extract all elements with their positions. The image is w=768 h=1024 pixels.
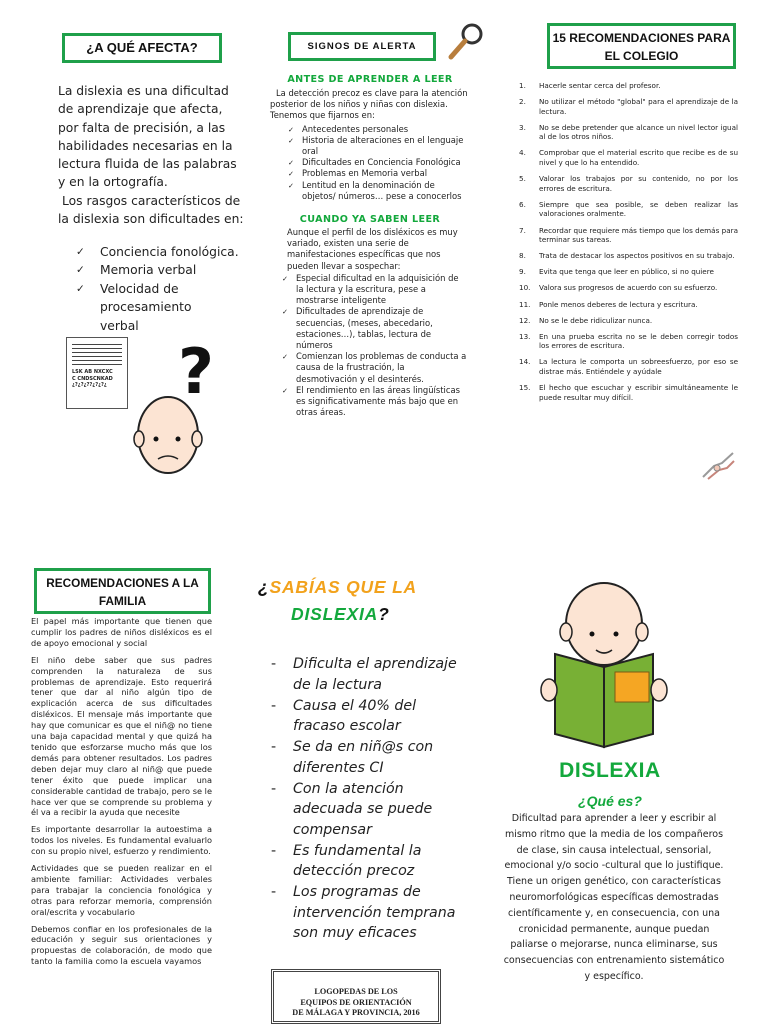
list-item: 10. Valora sus progresos de acuerdo con su esfuerzo. <box>519 283 718 293</box>
list-item: - Es fundamental la detección precoz <box>271 842 422 879</box>
list-item: 4. Comprobar que el material escrito que recibe es de su nivel y que lo ha entendido. <box>519 148 738 168</box>
list-item: ✓ Dificultades en Conciencia Fonológica <box>302 157 468 168</box>
panel1-intro <box>58 82 246 228</box>
dislexia-title: DISLEXIA <box>559 759 661 782</box>
list-item: 2. No utilizar el método "global" para el aprendizaje de la lectura. <box>519 97 738 116</box>
credit-line-2: EQUIPOS DE ORIENTACIÓN <box>300 997 412 1007</box>
list-item: 13. En una prueba escrita no se le deben corregir todos los errores de escritura. <box>519 331 738 351</box>
school-recommendations-list <box>519 81 738 409</box>
rasgos-paragraph: Los rasgos característicos de la dislexia son dificultades en: <box>58 193 244 227</box>
text-sheet-illustration <box>66 337 128 409</box>
affected-skills-list <box>90 243 260 335</box>
family-paragraph: Debemos confiar en los profesionales de la educación y seguir sus orientaciones y propuestas de colaboración, de modo que tanto la familia como la escuela vayamos <box>31 923 212 967</box>
list-item: ✓ Dificultades de aprendizaje de secuencias, (meses, abecedario, estaciones…), tablas, lectura de números <box>296 306 468 351</box>
magnifier-icon <box>446 21 486 63</box>
list-item: 3. No se debe pretender que alcance un nivel lector igual al de los otros niños. <box>519 122 738 142</box>
panel2-content <box>270 74 470 418</box>
header-signos-de-alerta <box>288 32 436 61</box>
family-paragraph: El papel más importante que tienen que cumplir los padres de niños disléxicos es el de apoyo emocional y social <box>31 616 212 648</box>
list-item: - Causa el 40% del fracaso escolar <box>271 697 417 734</box>
list-item: ✓ Historia de alteraciones en el lenguaje oral <box>302 135 468 157</box>
family-paragraph: Actividades que se pueden realizar en el ambiente familiar: Actividades verbales para trabajar la conciencia fonológica y otras para reforzar memoria, comprensión oral/escrita y vocabulario <box>31 863 212 917</box>
paper-line-2: C CNDSCNKAD <box>72 375 113 382</box>
title-line-2: DISLEXIA <box>291 604 379 624</box>
list-item: ✓ Especial dificultad en la adquisición de la lectura y la escritura, pese a mostrarse inteligente <box>296 273 468 307</box>
paper-line-1: LSK AB NXCXC <box>72 369 113 375</box>
paper-line-3: ¿?¿?¿??¿?¿?¿ <box>72 382 107 388</box>
header-a-que-afecta <box>62 33 222 63</box>
list-item: ✓ El rendimiento en las áreas lingüísticas es significativamente más bajo que en otras áreas. <box>296 385 468 419</box>
antes-list <box>302 124 468 202</box>
title-line-1: SABÍAS QUE LA <box>269 577 417 597</box>
reading-child-illustration <box>540 582 670 752</box>
list-item: - Dificulta el aprendizaje de la lectura <box>271 656 457 693</box>
list-item: ✓ Problemas en Memoria verbal <box>302 168 468 179</box>
credit-box <box>271 969 441 1024</box>
header-recomendaciones-familia <box>34 568 211 614</box>
cuando-subheading: CUANDO YA SABEN LEER <box>299 214 441 226</box>
list-item: - Se da en niñ@s con diferentes CI <box>271 739 434 776</box>
list-item: ✓ Antecedentes personales <box>302 124 468 135</box>
title-question-open: ¿ <box>258 577 270 597</box>
list-item: 9. Evita que tenga que leer en público, si no quiere <box>519 267 714 277</box>
list-item: 6. Siempre que sea posible, se deben realizar las valoraciones oralmente. <box>519 199 738 219</box>
intro-paragraph: La dislexia es una dificultad de aprendizaje que afecta, por falta de precisión, a las habilidades necesarias en la lectura fluida de las palabras y en la ortografía. <box>58 84 237 190</box>
list-item: ✓ Memoria verbal <box>90 261 260 279</box>
header-15-recomendaciones <box>547 23 736 69</box>
header-recomendaciones-text: 15 RECOMENDACIONES PARA EL COLEGIO <box>552 31 731 63</box>
facts-list <box>271 654 461 944</box>
family-paragraph: El niño debe saber que sus padres comprenden la naturaleza de sus problemas de aprendizaje. Esto requerirá tener que dar al niño algún tipo de explicación acerca de sus dificultades disléxicos. El mensaje más importante que hay que comunicar es que el niñ@ no tiene una baja capacidad mental y que quizá ha tenido que esforzarse mucho más que los demás para obtener resultados. Los padres deben dejar muy claro al niñ@ que puede tener éxito que puede implicar una considerable cantidad de trabajo, pero se le hace ver que se comprende su problema y él va a recibir la ayuda que necesite <box>31 654 212 818</box>
cuando-list <box>296 273 468 419</box>
list-item: 8. Trata de destacar los aspectos positivos en su trabajo. <box>519 251 735 261</box>
family-recommendations <box>31 616 212 1024</box>
header-signos-text: SIGNOS DE ALERTA <box>307 41 417 52</box>
credit-line-1: LOGOPEDAS DE LOS <box>314 987 398 996</box>
list-item: ✓ Comienzan los problemas de conducta a causa de la frustración, la desmotivación y el desinterés. <box>296 351 468 385</box>
list-item: 15. El hecho que escuchar y escribir simultáneamente le puede resultar muy difícil. <box>519 383 738 402</box>
family-paragraph: Es importante desarrollar la autoestima a todos los niveles. Es fundamental evaluarlo con su propio nivel, esfuerzo y rendimiento. <box>31 824 212 857</box>
list-item: ✓ Velocidad de procesamiento verbal <box>90 280 220 335</box>
list-item: 11. Ponle menos deberes de lectura y escritura. <box>519 299 698 309</box>
list-item: 5. Valorar los trabajos por su contenido, no por los errores de escritura. <box>519 174 738 193</box>
list-item: 7. Recordar que requiere más tiempo que los demás para terminar sus tareas. <box>519 225 738 245</box>
definition-paragraph: Dificultad para aprender a leer y escribir al mismo ritmo que la media de los compañeros de clase, sin causa intelectual, sensorial, emocional y/o socio -cultural que lo justifique. Tiene un origen genético, con características neuromorfológicas específicas demostradas científicamente y, en consecuencia, con una cronicidad permanente, aunque puedan paliarse o mejorarse, nunca eliminarse, sus consecuencias con entrenamiento sistemático y específico. <box>503 813 725 982</box>
list-item: 14. La lectura le comporta un sobreesfuerzo, por eso se distrae más. Entiéndele y ayúdale <box>519 357 738 376</box>
header-a-que-afecta-text: ¿A QUÉ AFECTA? <box>86 40 198 55</box>
credit-line-3: DE MÁLAGA Y PROVINCIA, 2016 <box>292 1008 420 1017</box>
list-item: 1. Hacerle sentar cerca del profesor. <box>519 81 661 90</box>
list-item: ✓ Lentitud en la denominación de objetos/ números… pese a conocerlos <box>302 180 468 202</box>
svg-text:?: ? <box>178 335 214 408</box>
list-item: - Los programas de intervención temprana son muy eficaces <box>271 884 456 941</box>
list-item: ✓ Conciencia fonológica. <box>90 243 260 261</box>
list-item: - Con la atención adecuada se puede compensar <box>271 780 433 838</box>
antes-subheading: ANTES DE APRENDER A LEER <box>287 74 453 85</box>
header-familia-text: RECOMENDACIONES A LA FAMILIA <box>46 576 199 608</box>
cuando-paragraph: Aunque el perfil de los disléxicos es muy variado, existen una serie de manifestaciones específicas que nos pueden llevar a sospechar: <box>287 227 458 271</box>
sabias-title <box>258 574 438 628</box>
que-es-subtitle: ¿Qué es? <box>578 793 642 809</box>
antes-paragraph: La detección precoz es clave para la atención posterior de los niños y niñas con dislexia. Tenemos que fijarnos en: <box>270 88 468 121</box>
handshake-icon <box>700 449 736 483</box>
list-item: 12. No se le debe ridiculizar nunca. <box>519 315 653 325</box>
confused-child-illustration <box>128 335 228 495</box>
title-question-close: ? <box>378 604 390 624</box>
